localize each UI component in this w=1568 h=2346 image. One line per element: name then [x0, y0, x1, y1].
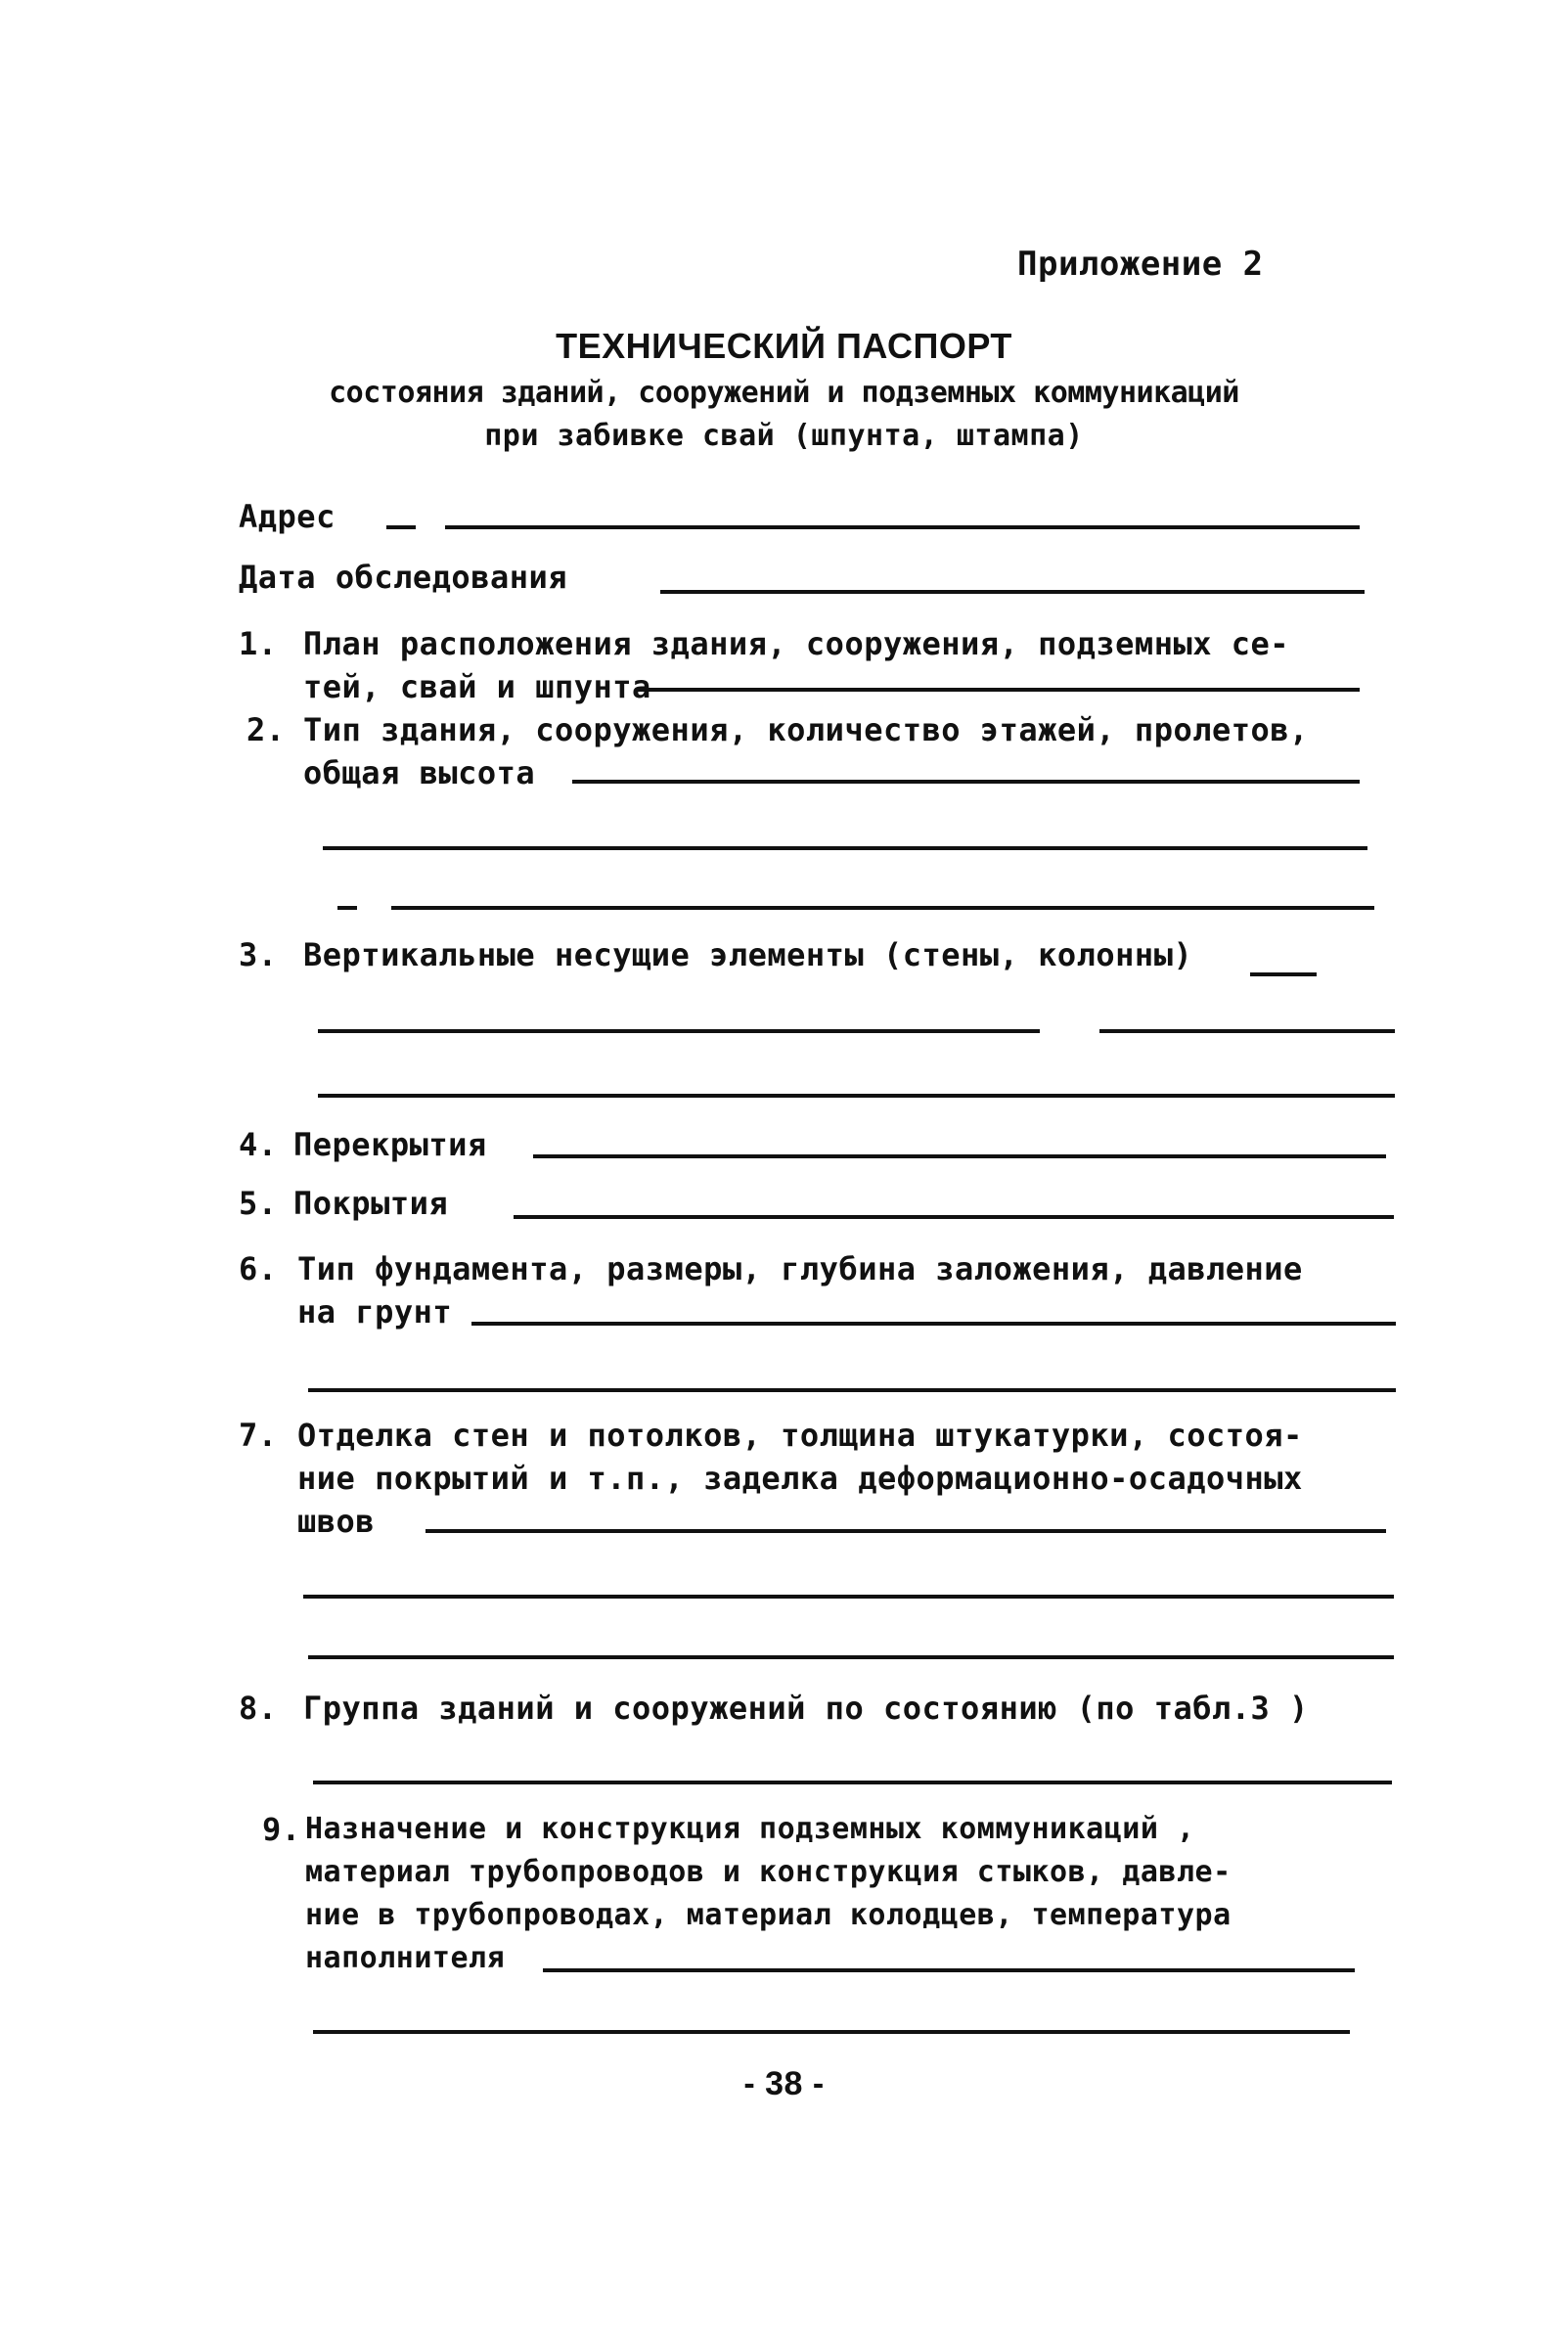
item-3-number: 3.: [239, 936, 278, 973]
item-7-text-line2: ние покрытий и т.п., заделка деформационно-осадочных: [297, 1460, 1303, 1497]
item-3-text-line1: Вертикальные несущие элементы (стены, колонны): [303, 936, 1193, 973]
item-9-text-line1: Назначение и конструкция подземных коммуникаций ,: [305, 1812, 1195, 1846]
item-8-text: Группа зданий и сооружений по состоянию (по табл.3 ): [303, 1690, 1309, 1727]
item-3-field-line2a[interactable]: [318, 1029, 1040, 1033]
date-label: Дата обследования: [239, 559, 568, 596]
document-title: ТЕХНИЧЕСКИЙ ПАСПОРТ: [556, 326, 1012, 366]
item-6-field[interactable]: [471, 1322, 1396, 1326]
item-6-field-line2[interactable]: [308, 1388, 1396, 1392]
appendix-label: Приложение 2: [1017, 245, 1264, 284]
item-9-text-line3: ние в трубопроводах, материал колодцев, температура: [305, 1898, 1232, 1932]
item-8-field[interactable]: [313, 1781, 1392, 1784]
item-1-text-line1: План расположения здания, сооружения, подземных се-: [303, 625, 1290, 662]
address-label: Адрес: [239, 498, 336, 535]
item-3-field-line3[interactable]: [318, 1094, 1395, 1098]
item-1-text-line2: тей, свай и шпунта: [303, 668, 651, 705]
item-7-text-line3: швов: [297, 1503, 376, 1540]
item-2-text-line2: общая высота: [303, 754, 536, 791]
page-number: - 38 -: [743, 2065, 825, 2102]
item-2-field-line3[interactable]: [391, 906, 1374, 910]
item-9-field[interactable]: [543, 1968, 1355, 1972]
item-2-number: 2.: [246, 711, 286, 748]
item-7-text-line1: Отделка стен и потолков, толщина штукатурки, состоя-: [297, 1417, 1303, 1454]
item-9-number: 9.: [262, 1811, 301, 1848]
item-3-field-line2b[interactable]: [1099, 1029, 1395, 1033]
item-9-field-line2[interactable]: [313, 2030, 1350, 2034]
address-field[interactable]: [445, 525, 1360, 529]
date-field[interactable]: [660, 590, 1365, 594]
document-subtitle-line1: состояния зданий, сооружений и подземных коммуникаций: [329, 376, 1239, 410]
item-1-field[interactable]: [636, 688, 1360, 692]
document-subtitle-line2: при забивке свай (шпунта, штампа): [484, 419, 1084, 453]
item-8-number: 8.: [239, 1690, 278, 1727]
item-4-field[interactable]: [533, 1154, 1386, 1158]
item-7-field-line2[interactable]: [303, 1595, 1394, 1599]
item-6-number: 6.: [239, 1250, 278, 1287]
item-2-field-line2[interactable]: [323, 846, 1367, 850]
item-1-number: 1.: [239, 625, 278, 662]
address-field-dash: [386, 525, 416, 529]
item-5-number: 5.: [239, 1185, 278, 1222]
item-6-text-line2: на грунт: [297, 1293, 453, 1331]
item-9-text-line2: материал трубопроводов и конструкция стыков, давле-: [305, 1855, 1232, 1889]
item-7-number: 7.: [239, 1417, 278, 1454]
item-2-field-dash: [337, 906, 357, 910]
item-5-text: Покрытия: [293, 1185, 449, 1222]
item-9-text-line4: наполнителя: [305, 1941, 506, 1975]
item-7-field-line3[interactable]: [308, 1655, 1394, 1659]
item-4-text: Перекрытия: [293, 1126, 487, 1163]
item-7-field[interactable]: [426, 1529, 1386, 1533]
item-6-text-line1: Тип фундамента, размеры, глубина заложения, давление: [297, 1250, 1303, 1287]
item-2-field[interactable]: [572, 780, 1360, 784]
item-5-field[interactable]: [514, 1215, 1394, 1219]
item-2-text-line1: Тип здания, сооружения, количество этажей, пролетов,: [303, 711, 1309, 748]
item-3-field[interactable]: [1250, 972, 1317, 976]
item-4-number: 4.: [239, 1126, 278, 1163]
